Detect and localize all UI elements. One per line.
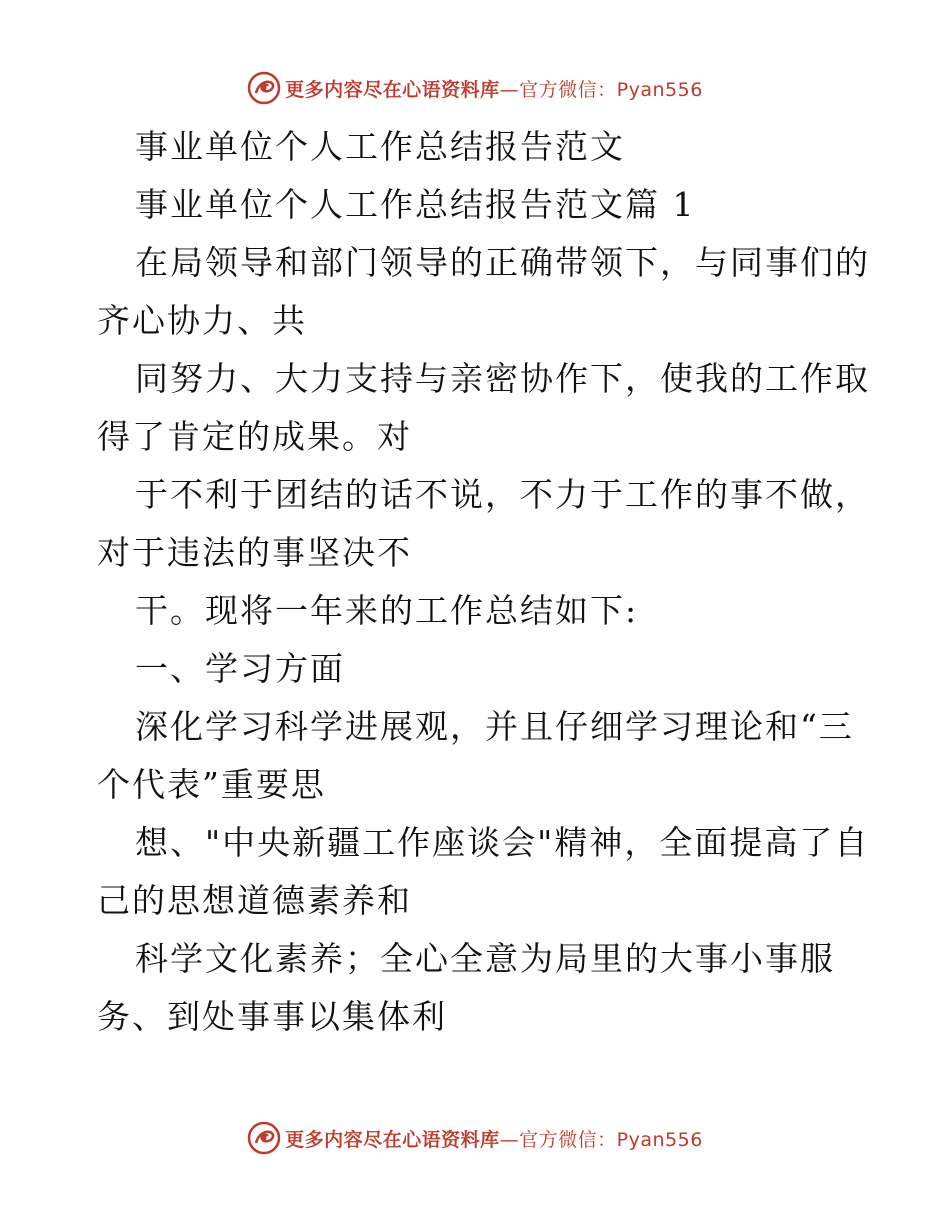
footer-banner bbox=[0, 1118, 950, 1158]
section-title: 事业单位个人工作总结报告范文篇 1 bbox=[135, 185, 696, 224]
banner-contact-text: —官方微信：Pyan556 bbox=[499, 1128, 703, 1151]
banner-brand-text: 更多内容尽在心语资料库 bbox=[285, 78, 500, 101]
paragraph-line: 齐心协力、共 bbox=[97, 301, 307, 340]
paragraph-line: 务、到处事事以集体利 bbox=[97, 997, 447, 1036]
paragraph-line: 得了肯定的成果。对 bbox=[97, 417, 412, 456]
paragraph-line: 深化学习科学进展观，并且仔细学习理论和“三 bbox=[135, 707, 854, 746]
paragraph-line: 干。现将一年来的工作总结如下: bbox=[135, 591, 639, 630]
paragraph-line: 想、"中央新疆工作座谈会"精神，全面提高了自 bbox=[135, 823, 870, 862]
paragraph-line: 于不利于团结的话不说，不力于工作的事不做， bbox=[135, 475, 870, 514]
document-body bbox=[97, 118, 870, 1046]
banner-contact-text: —官方微信：Pyan556 bbox=[499, 78, 703, 101]
swirl-logo-icon bbox=[247, 1121, 281, 1155]
swirl-logo-icon bbox=[247, 71, 281, 105]
subheading: 一、学习方面 bbox=[135, 649, 345, 688]
paragraph-line: 在局领导和部门领导的正确带领下，与同事们的 bbox=[135, 243, 870, 282]
paragraph-line: 科学文化素养；全心全意为局里的大事小事服 bbox=[135, 939, 835, 978]
paragraph-line: 对于违法的事坚决不 bbox=[97, 533, 412, 572]
document-title: 事业单位个人工作总结报告范文 bbox=[135, 127, 625, 166]
header-banner bbox=[0, 68, 950, 108]
paragraph-line: 己的思想道德素养和 bbox=[97, 881, 412, 920]
paragraph-line: 个代表”重要思 bbox=[97, 765, 326, 804]
paragraph-line: 同努力、大力支持与亲密协作下，使我的工作取 bbox=[135, 359, 870, 398]
banner-brand-text: 更多内容尽在心语资料库 bbox=[285, 1128, 500, 1151]
